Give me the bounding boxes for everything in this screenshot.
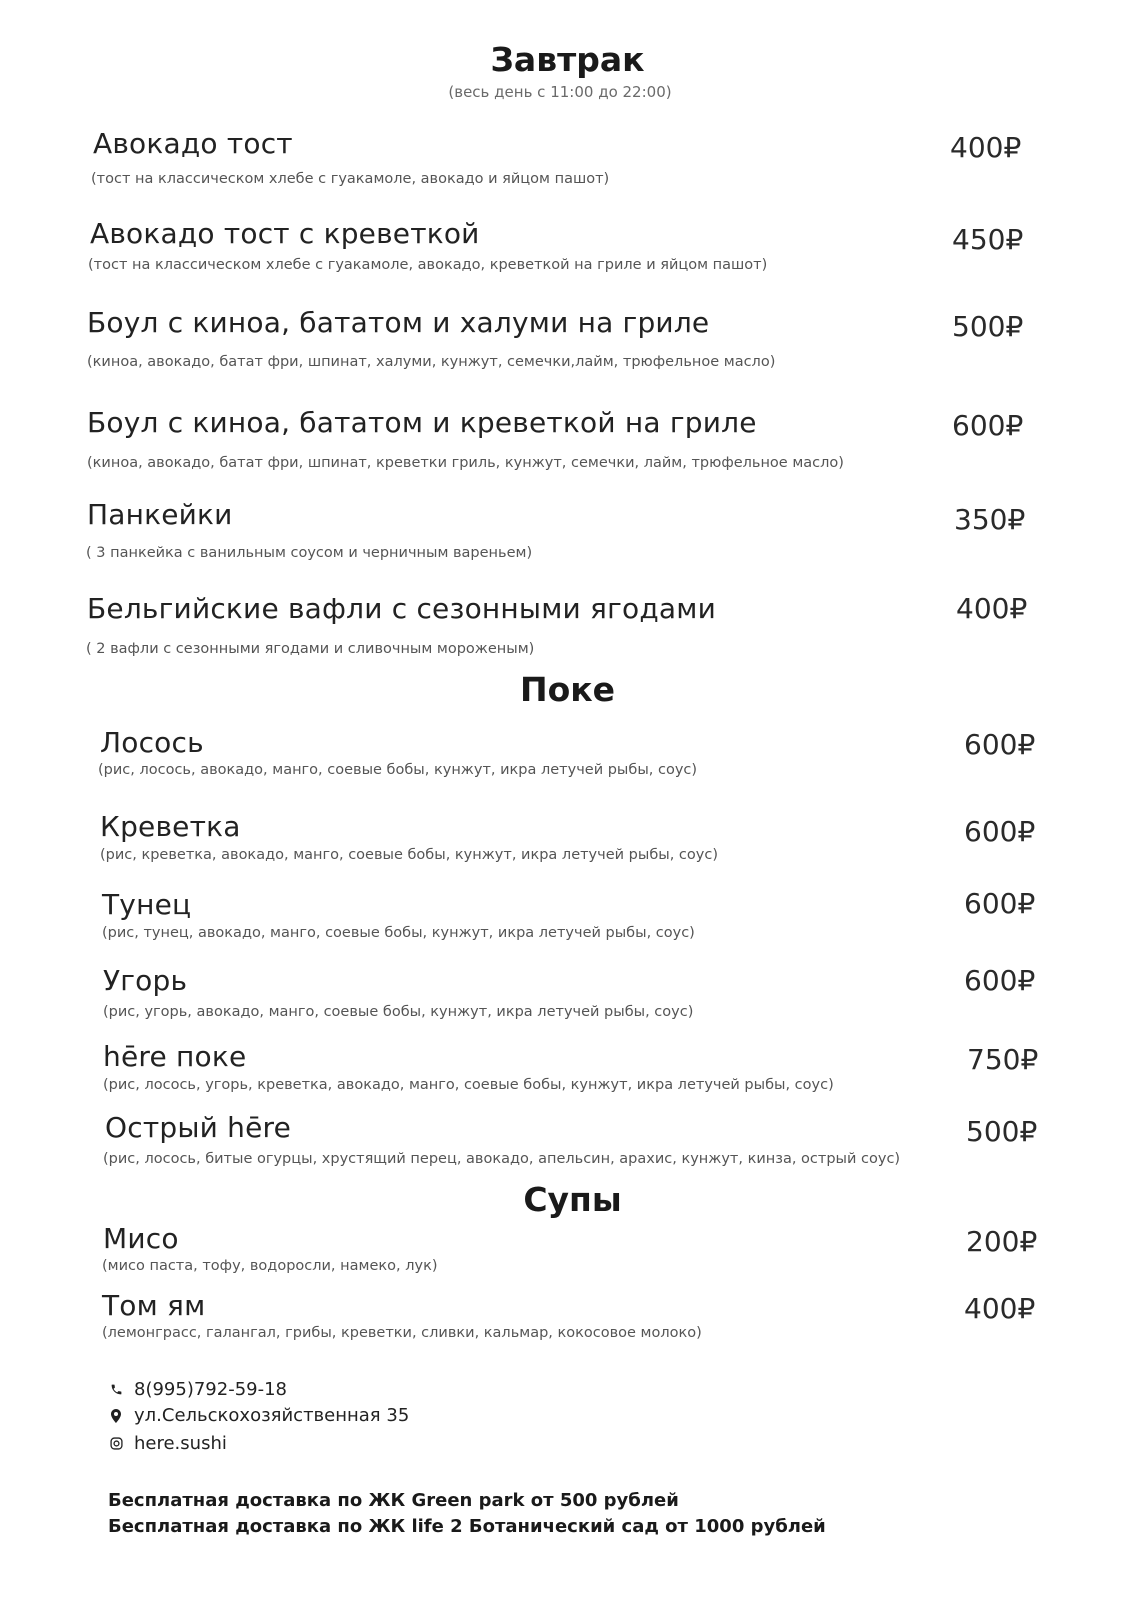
menu-item-desc: (тост на классическом хлебе с гуакамоле, авокадо, креветкой на гриле и яйцом пашот) <box>88 257 768 273</box>
menu-item-desc: (рис, лосось, авокадо, манго, соевые бобы, кунжут, икра летучей рыбы, соус) <box>98 762 698 778</box>
section-title-soups: Супы <box>523 1180 622 1219</box>
menu-item-name: Авокадо тост с креветкой <box>90 217 480 250</box>
menu-item-price: 600₽ <box>964 815 1036 848</box>
menu-item-name: hēre поке <box>103 1040 247 1073</box>
delivery-note: Бесплатная доставка по ЖК life 2 Ботанический сад от 1000 рублей <box>108 1516 826 1537</box>
menu-item-price: 200₽ <box>966 1225 1038 1258</box>
phone-icon <box>108 1382 124 1398</box>
menu-item-price: 450₽ <box>952 223 1024 256</box>
menu-item-price: 400₽ <box>964 1292 1036 1325</box>
contact-address[interactable] <box>108 1405 409 1426</box>
delivery-note: Бесплатная доставка по ЖК Green park от 500 рублей <box>108 1490 679 1511</box>
section-subtitle-breakfast: (весь день с 11:00 до 22:00) <box>448 83 672 101</box>
menu-item-desc: (рис, лосось, угорь, креветка, авокадо, манго, соевые бобы, кунжут, икра летучей рыбы, соус) <box>103 1077 834 1093</box>
menu-item-name: Креветка <box>100 810 241 843</box>
menu-item-desc: ( 2 вафли с сезонными ягодами и сливочным мороженым) <box>86 641 535 657</box>
menu-item-desc: (киноа, авокадо, батат фри, шпинат, халуми, кунжут, семечки,лайм, трюфельное масло) <box>87 354 776 370</box>
menu-item-name: Острый hēre <box>105 1111 292 1144</box>
menu-item-price: 600₽ <box>964 887 1036 920</box>
menu-item-desc: (рис, угорь, авокадо, манго, соевые бобы, кунжут, икра летучей рыбы, соус) <box>103 1004 694 1020</box>
menu-item-price: 600₽ <box>964 728 1036 761</box>
menu-item-desc: (рис, тунец, авокадо, манго, соевые бобы, кунжут, икра летучей рыбы, соус) <box>102 925 695 941</box>
menu-item-name: Боул с киноа, бататом и халуми на гриле <box>87 306 710 339</box>
phone-number: 8(995)792-59-18 <box>134 1379 288 1400</box>
menu-item-price: 600₽ <box>964 964 1036 997</box>
menu-item-price: 500₽ <box>966 1115 1038 1148</box>
menu-item-price: 400₽ <box>956 592 1028 625</box>
location-pin-icon <box>108 1408 124 1424</box>
menu-item-name: Угорь <box>103 964 188 997</box>
menu-item-price: 500₽ <box>952 310 1024 343</box>
section-title-poke: Поке <box>519 670 616 709</box>
contact-instagram[interactable] <box>108 1433 227 1454</box>
section-title-breakfast: Завтрак <box>490 40 645 79</box>
menu-item-desc: ( 3 панкейка с ванильным соусом и черничным вареньем) <box>86 545 533 561</box>
menu-item-price: 400₽ <box>950 131 1022 164</box>
menu-item-name: Боул с киноа, бататом и креветкой на гриле <box>87 406 757 439</box>
menu-item-name: Тунец <box>102 888 192 921</box>
menu-item-name: Лосось <box>100 726 204 759</box>
menu-item-name: Панкейки <box>87 498 233 531</box>
menu-item-desc: (мисо паста, тофу, водоросли, намеко, лук) <box>102 1258 438 1274</box>
menu-item-price: 600₽ <box>952 409 1024 442</box>
contact-phone[interactable] <box>108 1379 287 1400</box>
menu-item-name: Авокадо тост <box>93 127 293 160</box>
menu-item-desc: (тост на классическом хлебе с гуакамоле, авокадо и яйцом пашот) <box>91 171 610 187</box>
menu-item-desc: (киноа, авокадо, батат фри, шпинат, креветки гриль, кунжут, семечки, лайм, трюфельное масло) <box>87 455 844 471</box>
menu-item-name: Бельгийские вафли с сезонными ягодами <box>87 592 716 625</box>
menu-item-desc: (рис, лосось, битые огурцы, хрустящий перец, авокадо, апельсин, арахис, кунжут, кинза, острый соус) <box>103 1151 901 1167</box>
menu-item-name: Мисо <box>103 1222 179 1255</box>
menu-item-name: Том ям <box>102 1289 206 1322</box>
address-text: ул.Сельскохозяйственная 35 <box>134 1405 410 1426</box>
menu-item-price: 350₽ <box>954 503 1026 536</box>
menu-item-price: 750₽ <box>967 1043 1039 1076</box>
instagram-handle: here.sushi <box>134 1433 227 1454</box>
instagram-icon <box>108 1436 124 1452</box>
menu-item-desc: (лемонграсс, галангал, грибы, креветки, сливки, кальмар, кокосовое молоко) <box>102 1325 702 1341</box>
menu-item-desc: (рис, креветка, авокадо, манго, соевые бобы, кунжут, икра летучей рыбы, соус) <box>100 847 718 863</box>
